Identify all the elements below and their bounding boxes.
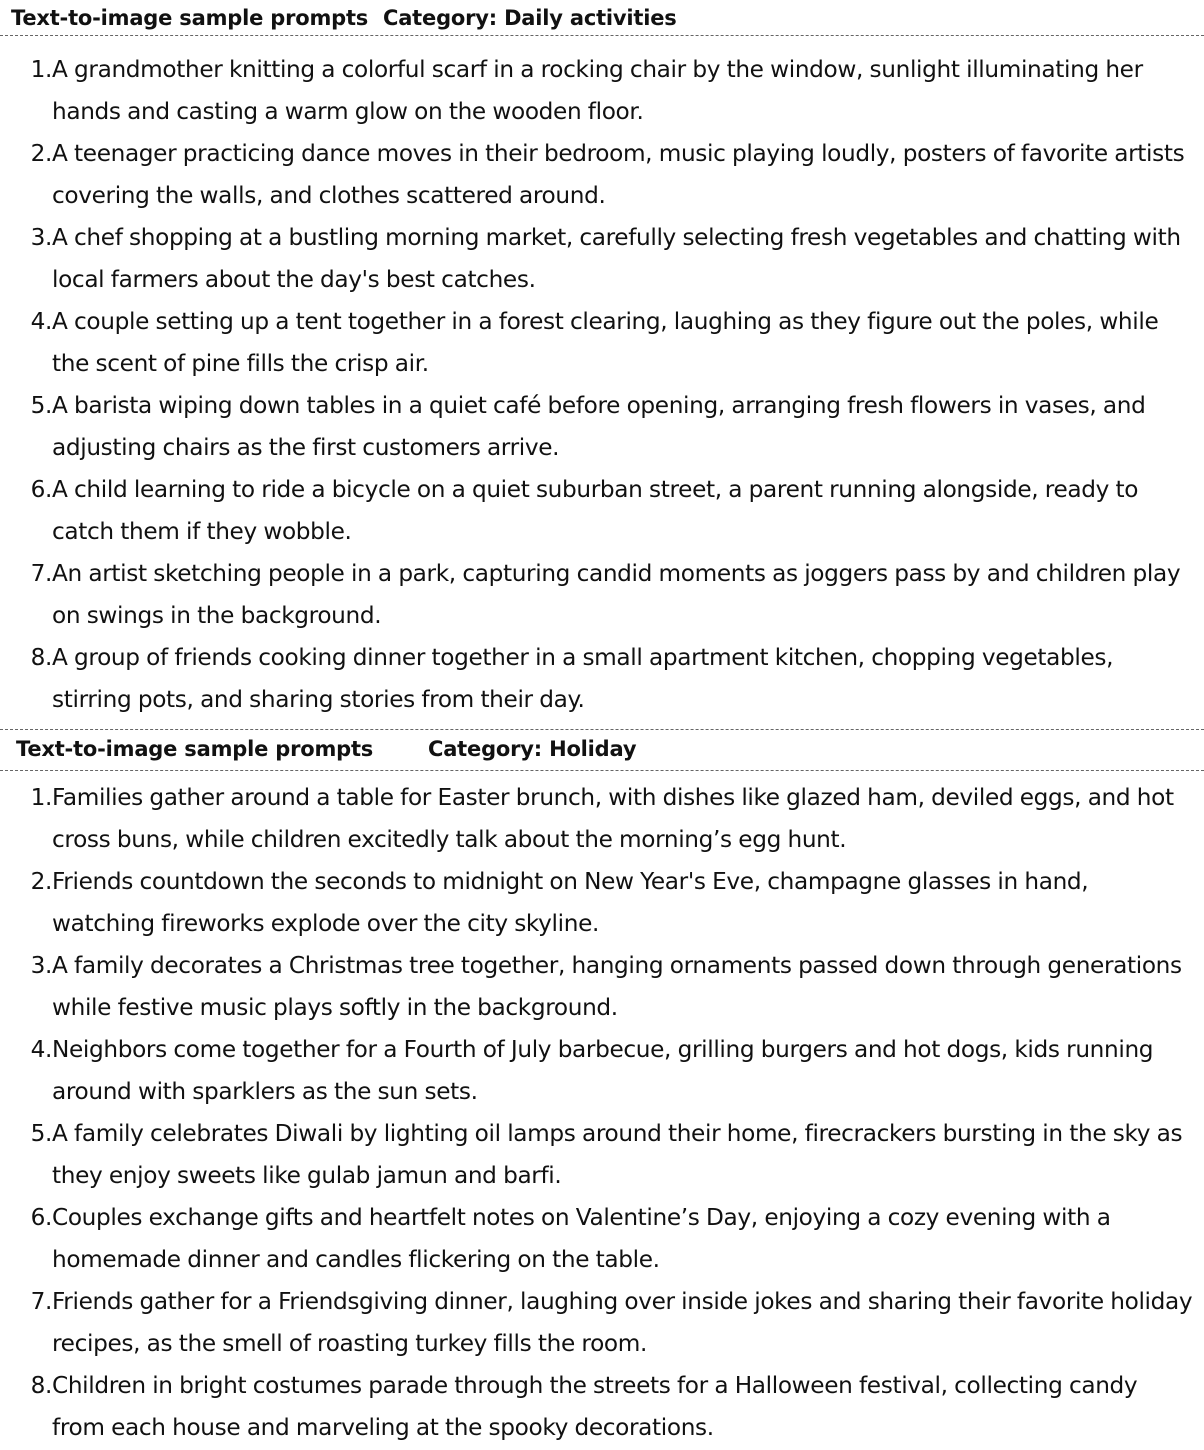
prompt-text: Families gather around a table for Easter brunch, with dishes like glazed ham, deviled eggs, and hot cross buns, while children excitedly talk about the morning’s egg hunt. [52,784,1174,853]
prompt-list [0,771,1204,1449]
item-number: 4. [30,1036,52,1063]
item-number: 4. [30,308,52,335]
list-item [0,945,1204,1029]
list-item [0,217,1204,301]
item-number: 7. [30,560,52,587]
item-number: 3. [30,224,52,251]
item-number: 3. [30,952,52,979]
item-number: 5. [30,392,52,419]
prompt-text: A teenager practicing dance moves in their bedroom, music playing loudly, posters of favorite artists covering the walls, and clothes scattered around. [52,140,1185,209]
item-number: 5. [30,1120,52,1147]
item-number: 8. [30,644,52,671]
prompt-text: A chef shopping at a bustling morning market, carefully selecting fresh vegetables and chatting with local farmers about the day's best catches. [52,224,1181,293]
prompt-text: A grandmother knitting a colorful scarf in a rocking chair by the window, sunlight illuminating her hands and casting a warm glow on the wooden floor. [52,56,1143,125]
list-item [0,385,1204,469]
prompt-text: A family celebrates Diwali by lighting oil lamps around their home, firecrackers bursting in the sky as they enjoy sweets like gulab jamun and barfi. [52,1120,1183,1189]
prompt-text: A barista wiping down tables in a quiet café before opening, arranging fresh flowers in vases, and adjusting chairs as the first customers arrive. [52,392,1146,461]
list-item [0,861,1204,945]
prompt-text: An artist sketching people in a park, capturing candid moments as joggers pass by and children play on swings in the background. [52,560,1181,629]
list-item [0,777,1204,861]
item-number: 6. [30,1204,52,1231]
item-number: 1. [30,784,52,811]
list-item [0,469,1204,553]
list-item [0,49,1204,133]
item-number: 6. [30,476,52,503]
list-item [0,1365,1204,1449]
section-daily-activities [0,0,1204,721]
prompt-text: Friends gather for a Friendsgiving dinner, laughing over inside jokes and sharing their favorite holiday recipes, as the smell of roasting turkey fills the room. [52,1288,1193,1357]
section-header [0,0,1204,36]
prompt-list [0,36,1204,721]
prompt-text: A group of friends cooking dinner together in a small apartment kitchen, chopping vegetables, stirring pots, and sharing stories from their day. [52,644,1114,713]
prompt-text: A family decorates a Christmas tree together, hanging ornaments passed down through generations while festive music plays softly in the background. [52,952,1182,1021]
list-item [0,1113,1204,1197]
section-holiday [0,729,1204,1449]
item-number: 2. [30,868,52,895]
list-item [0,301,1204,385]
prompt-text: A child learning to ride a bicycle on a quiet suburban street, a parent running alongside, ready to catch them if they wobble. [52,476,1139,545]
prompt-text: Neighbors come together for a Fourth of July barbecue, grilling burgers and hot dogs, kids running around with sparklers as the sun sets. [52,1036,1154,1105]
item-number: 1. [30,56,52,83]
section-header [0,729,1204,771]
list-item [0,1197,1204,1281]
prompt-text: A couple setting up a tent together in a forest clearing, laughing as they figure out the poles, while the scent of pine fills the crisp air. [52,308,1159,377]
list-item [0,1029,1204,1113]
list-item [0,553,1204,637]
section-title: Text-to-image sample prompts [11,6,369,30]
item-number: 8. [30,1372,52,1399]
list-item [0,637,1204,721]
prompt-text: Couples exchange gifts and heartfelt notes on Valentine’s Day, enjoying a cozy evening with a homemade dinner and candles flickering on the table. [52,1204,1111,1273]
prompt-text: Friends countdown the seconds to midnight on New Year's Eve, champagne glasses in hand, watching fireworks explode over the city skyline. [52,868,1089,937]
section-title: Text-to-image sample prompts [16,737,374,761]
list-item [0,1281,1204,1365]
section-category: Category: Holiday [428,737,637,761]
prompt-text: Children in bright costumes parade through the streets for a Halloween festival, collecting candy from each house and marveling at the spooky decorations. [52,1372,1138,1441]
item-number: 2. [30,140,52,167]
section-category: Category: Daily activities [383,6,677,30]
item-number: 7. [30,1288,52,1315]
list-item [0,133,1204,217]
